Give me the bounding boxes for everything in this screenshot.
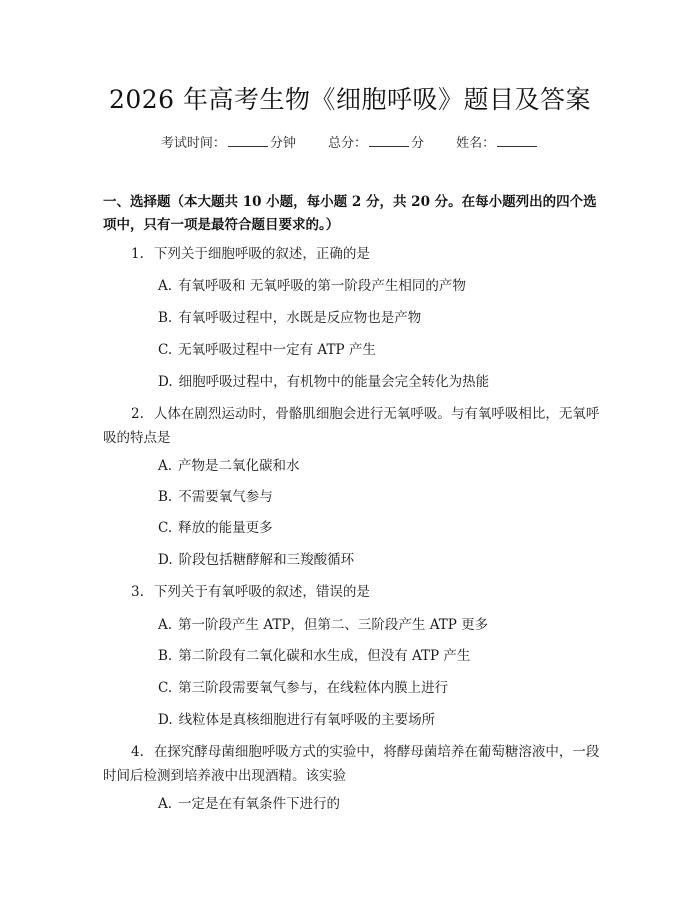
exam-time bbox=[161, 136, 300, 151]
option-text: 不需要氧气参与 bbox=[178, 489, 273, 505]
score-unit: 分 bbox=[411, 136, 425, 151]
option-text: 有氧呼吸和 无氧呼吸的第一阶段产生相同的产物 bbox=[178, 278, 466, 294]
score-blank bbox=[369, 134, 409, 147]
option-label: C. bbox=[158, 520, 173, 536]
option-text: 释放的能量更多 bbox=[178, 520, 273, 536]
question-number: 4. bbox=[131, 744, 144, 760]
option-text: 线粒体是真核细胞进行有氧呼吸的主要场所 bbox=[178, 712, 436, 728]
option-label: A. bbox=[158, 278, 173, 294]
option-label: C. bbox=[158, 680, 173, 696]
option-item bbox=[158, 370, 598, 394]
option-label: A. bbox=[158, 617, 173, 633]
option-item bbox=[158, 644, 598, 668]
time-label: 考试时间： bbox=[160, 136, 226, 151]
option-item bbox=[158, 274, 598, 298]
option-text: 有氧呼吸过程中，水既是反应物也是产物 bbox=[178, 310, 422, 326]
student-name bbox=[456, 136, 539, 151]
option-text: 产物是二氧化碳和水 bbox=[178, 458, 300, 474]
question-number: 3. bbox=[131, 584, 144, 600]
question-text: 下列关于细胞呼吸的叙述，正确的是 bbox=[153, 246, 370, 262]
option-text: 无氧呼吸过程中一定有 ATP 产生 bbox=[178, 342, 376, 358]
name-label: 姓名： bbox=[456, 136, 496, 151]
time-unit: 分钟 bbox=[269, 136, 296, 151]
option-text: 第三阶段需要氧气参与，在线粒体内膜上进行 bbox=[178, 680, 449, 696]
time-blank bbox=[228, 134, 268, 147]
question-text: 在探究酵母菌细胞呼吸方式的实验中，将酵母菌培养在葡萄糖溶液中，一段时间后检测到培养液中出现酒精。该实验 bbox=[103, 744, 600, 784]
option-item bbox=[158, 454, 598, 478]
option-item bbox=[158, 613, 598, 637]
section-heading: 一、选择题（本大题共 10 小题，每小题 2 分，共 20 分。在每小题列出的四个选项中，只有一项是最符合题目要求的。） bbox=[103, 194, 597, 233]
option-item bbox=[158, 676, 598, 700]
option-item bbox=[158, 306, 598, 330]
option-label: B. bbox=[158, 648, 173, 664]
option-label: C. bbox=[158, 342, 173, 358]
question-stem bbox=[103, 402, 608, 450]
question-number: 2. bbox=[131, 406, 144, 422]
option-label: D. bbox=[158, 712, 173, 728]
question-stem bbox=[103, 580, 608, 604]
option-label: D. bbox=[158, 374, 173, 390]
option-item bbox=[158, 485, 598, 509]
page-title: 2026 年高考生物《细胞呼吸》题目及答案 bbox=[108, 85, 592, 114]
score-label: 总分： bbox=[327, 136, 367, 151]
question-text: 人体在剧烈运动时，骨骼肌细胞会进行无氧呼吸。与有氧呼吸相比，无氧呼吸的特点是 bbox=[103, 406, 600, 446]
option-item bbox=[158, 792, 598, 816]
option-text: 一定是在有氧条件下进行的 bbox=[178, 796, 341, 812]
option-item bbox=[158, 516, 598, 540]
option-text: 第一阶段产生 ATP，但第二、三阶段产生 ATP 更多 bbox=[178, 617, 489, 633]
option-text: 阶段包括糖酵解和三羧酸循环 bbox=[178, 552, 355, 568]
question-stem bbox=[103, 740, 608, 788]
exam-meta bbox=[0, 132, 700, 151]
option-text: 细胞呼吸过程中，有机物中的能量会完全转化为热能 bbox=[178, 374, 490, 390]
option-label: B. bbox=[158, 489, 173, 505]
option-item bbox=[158, 708, 598, 732]
option-text: 第二阶段有二氧化碳和水生成，但没有 ATP 产生 bbox=[178, 648, 471, 664]
name-blank bbox=[497, 134, 537, 147]
question-number: 1. bbox=[131, 246, 144, 262]
option-label: A. bbox=[158, 458, 173, 474]
option-item bbox=[158, 548, 598, 572]
option-label: A. bbox=[158, 796, 173, 812]
total-score bbox=[328, 136, 428, 151]
question-stem bbox=[103, 242, 608, 266]
option-label: D. bbox=[158, 552, 173, 568]
option-item bbox=[158, 338, 598, 362]
question-text: 下列关于有氧呼吸的叙述，错误的是 bbox=[153, 584, 370, 600]
option-label: B. bbox=[158, 310, 173, 326]
